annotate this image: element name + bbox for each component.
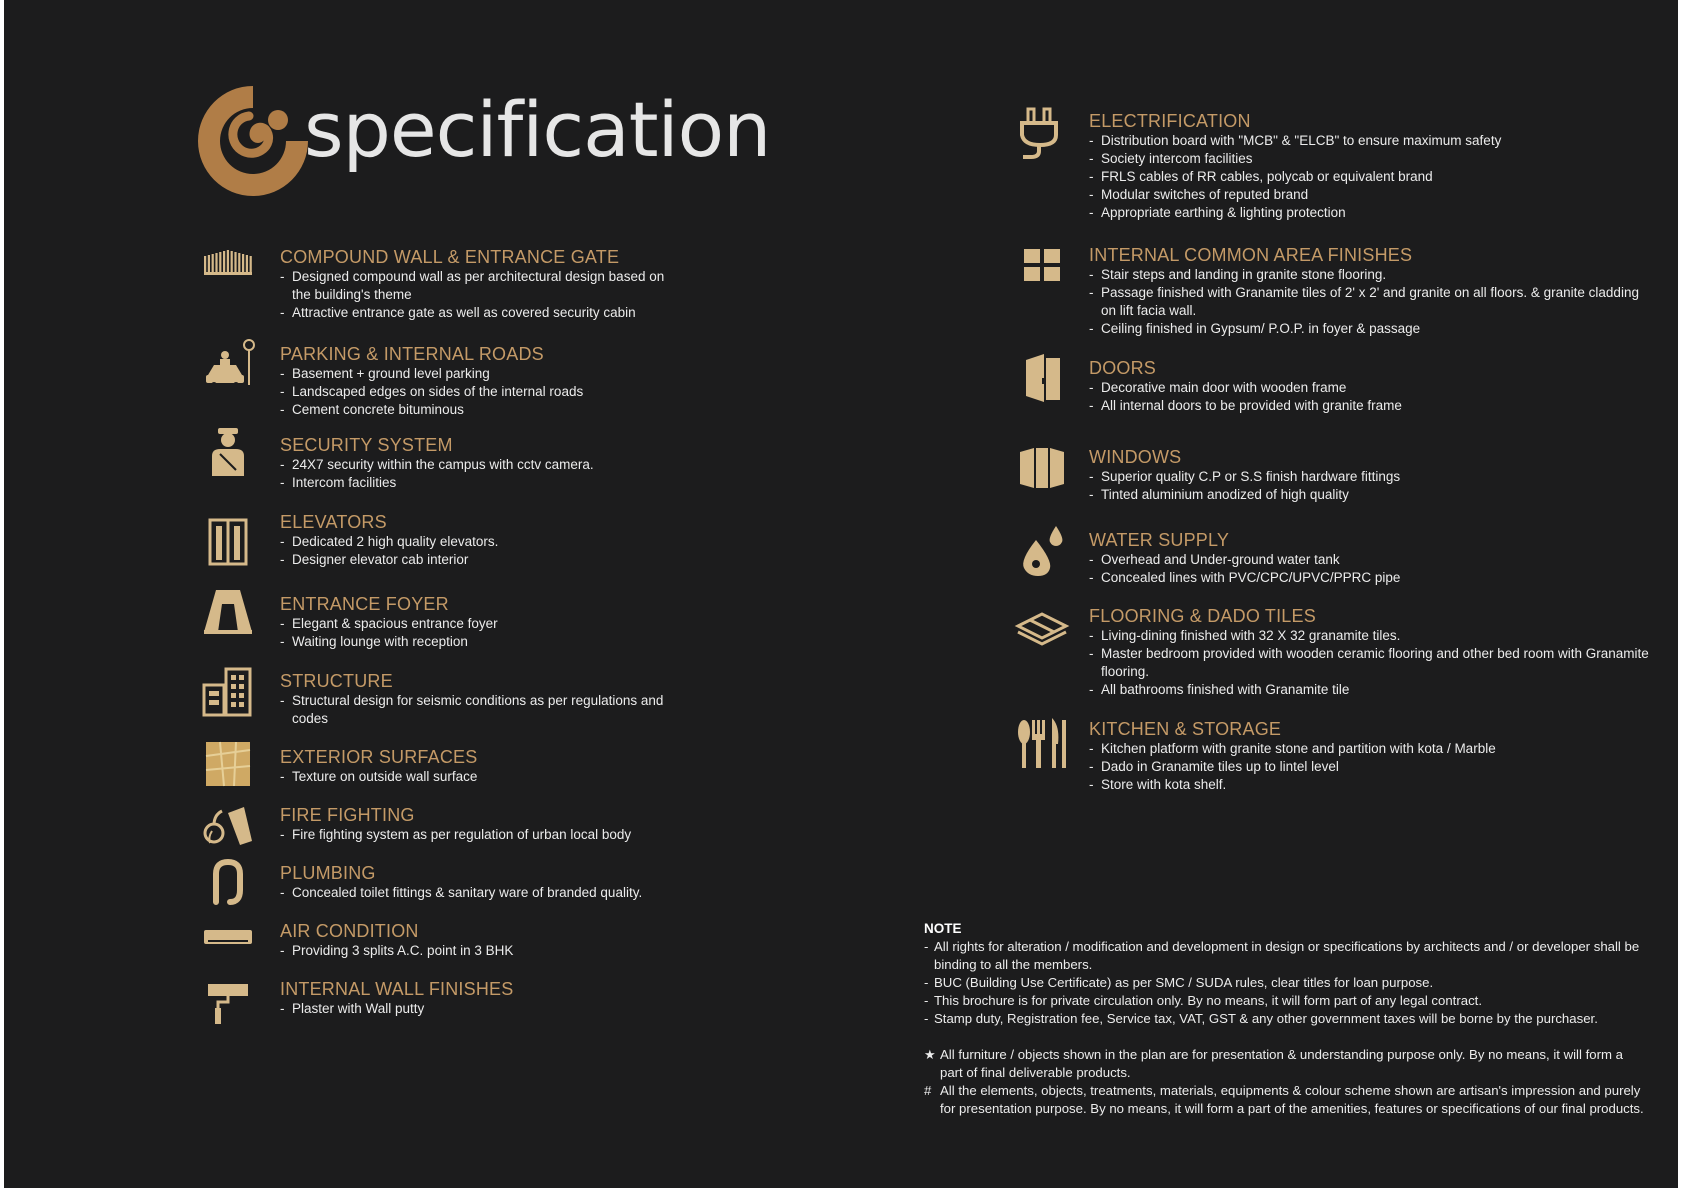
spec-list (1089, 627, 1649, 699)
spec-list (1089, 132, 1649, 222)
spec-heading: FLOORING & DADO TILES (1089, 606, 1316, 626)
spec-list (280, 884, 680, 902)
spec-item: - Concealed toilet fittings & sanitary ware of branded quality. (280, 884, 680, 902)
note-item: - Stamp duty, Registration fee, Service tax, VAT, GST & any other government taxes will be borne by the purchaser. (924, 1010, 1644, 1028)
spec-heading: ELECTRIFICATION (1089, 111, 1251, 131)
spec-item: - Designer elevator cab interior (280, 551, 680, 569)
foyer-icon (200, 584, 256, 640)
fire-extinguisher-icon (200, 797, 256, 853)
spec-section (280, 804, 680, 844)
cutlery-icon (1014, 714, 1070, 770)
spec-section (280, 511, 680, 569)
spec-heading: WINDOWS (1089, 447, 1182, 467)
spec-section (1089, 357, 1649, 415)
spec-section (280, 434, 680, 492)
spec-item: - Fire fighting system as per regulation of urban local body (280, 826, 680, 844)
spec-section (280, 670, 680, 728)
spec-heading: WATER SUPPLY (1089, 530, 1230, 550)
spec-heading: INTERNAL WALL FINISHES (280, 979, 514, 999)
spec-item: - FRLS cables of RR cables, polycab or equivalent brand (1089, 168, 1649, 186)
spec-item: - Decorative main door with wooden frame (1089, 379, 1649, 397)
spec-section (280, 862, 680, 902)
window-icon (1014, 440, 1070, 496)
spec-item: - Superior quality C.P or S.S finish hardware fittings (1089, 468, 1649, 486)
spec-item: - Overhead and Under-ground water tank (1089, 551, 1649, 569)
spec-heading: FIRE FIGHTING (280, 805, 415, 825)
plug-icon (1014, 105, 1070, 161)
spec-list (280, 533, 680, 569)
spec-item: - All bathrooms finished with Granamite tile (1089, 681, 1649, 699)
spec-item: - Attractive entrance gate as well as covered security cabin (280, 304, 680, 322)
spec-list (1089, 551, 1649, 587)
spec-list (1089, 379, 1649, 415)
spec-section (280, 978, 680, 1018)
spec-section (1089, 446, 1649, 504)
tiles-icon (1014, 237, 1070, 293)
spec-item: - Distribution board with "MCB" & "ELCB" to ensure maximum safety (1089, 132, 1649, 150)
spec-item: - Plaster with Wall putty (280, 1000, 680, 1018)
spec-heading: PARKING & INTERNAL ROADS (280, 344, 544, 364)
spec-list (280, 456, 680, 492)
spec-heading: DOORS (1089, 358, 1157, 378)
spec-item: - Structural design for seismic conditions as per regulations and codes (280, 692, 680, 728)
spec-list (1089, 266, 1649, 338)
spec-list (280, 268, 680, 322)
spec-heading: EXTERIOR SURFACES (280, 747, 478, 767)
hash-disclaimer (924, 1082, 1644, 1118)
spec-item: - Modular switches of reputed brand (1089, 186, 1649, 204)
spec-section (1089, 244, 1649, 338)
hash-disclaimer-text: All the elements, objects, treatments, materials, equipments & colour scheme shown are artisan's impression and purely for presentation purpose. By no means, it will form a part of the amenities, features or specifications of our final products. (940, 1083, 1644, 1116)
spec-section (1089, 110, 1649, 222)
spec-heading: PLUMBING (280, 863, 376, 883)
spec-section (1089, 718, 1649, 794)
spec-section (280, 593, 680, 651)
star-icon: ★ (924, 1047, 936, 1062)
page-header (194, 82, 771, 200)
spec-section (1089, 529, 1649, 587)
spec-item: - 24X7 security within the campus with cctv camera. (280, 456, 680, 474)
spec-item: - Cement concrete bituminous (280, 401, 680, 419)
spec-item: - Texture on outside wall surface (280, 768, 680, 786)
spec-list (280, 826, 680, 844)
floor-tiles-icon (1014, 598, 1070, 654)
spec-list (280, 1000, 680, 1018)
door-icon (1014, 350, 1070, 406)
spec-item: - Basement + ground level parking (280, 365, 680, 383)
spec-section (280, 746, 680, 786)
spec-heading: SECURITY SYSTEM (280, 435, 453, 455)
note-item: - All rights for alteration / modification and development in design or specifications by architects and / or developer shall be binding to all the members. (924, 938, 1644, 974)
spec-item: - Master bedroom provided with wooden ceramic flooring and other bed room with Granamite flooring. (1089, 645, 1649, 681)
brochure-page (4, 0, 1678, 1188)
spec-item: - Appropriate earthing & lighting protection (1089, 204, 1649, 222)
spec-item: - Store with kota shelf. (1089, 776, 1649, 794)
spec-item: - Providing 3 splits A.C. point in 3 BHK (280, 942, 680, 960)
spec-item: - Tinted aluminium anodized of high quality (1089, 486, 1649, 504)
spec-item: - Elegant & spacious entrance foyer (280, 615, 680, 633)
spec-section (280, 246, 680, 322)
spec-item: - Dedicated 2 high quality elevators. (280, 533, 680, 551)
spec-section (280, 920, 680, 960)
spec-heading: INTERNAL COMMON AREA FINISHES (1089, 245, 1413, 265)
spec-heading: STRUCTURE (280, 671, 393, 691)
spec-item: - All internal doors to be provided with granite frame (1089, 397, 1649, 415)
spec-item: - Waiting lounge with reception (280, 633, 680, 651)
spec-list (280, 692, 680, 728)
page-title: specification (304, 85, 771, 174)
spec-item: - Designed compound wall as per architectural design based on the building's theme (280, 268, 680, 304)
spec-list (280, 365, 680, 419)
spec-heading: ENTRANCE FOYER (280, 594, 449, 614)
spec-item: - Intercom facilities (280, 474, 680, 492)
note-block (924, 920, 1644, 1118)
spec-section (280, 343, 680, 419)
spec-list (1089, 468, 1649, 504)
security-guard-icon (200, 424, 256, 480)
hash-icon: # (924, 1083, 932, 1098)
pipe-icon (200, 854, 256, 910)
spec-item: - Ceiling finished in Gypsum/ P.O.P. in foyer & passage (1089, 320, 1649, 338)
spec-item: - Living-dining finished with 32 X 32 granamite tiles. (1089, 627, 1649, 645)
spec-heading: COMPOUND WALL & ENTRANCE GATE (280, 247, 620, 267)
spec-heading: ELEVATORS (280, 512, 387, 532)
spec-heading: AIR CONDITION (280, 921, 419, 941)
note-item: - This brochure is for private circulation only. By no means, it will form part of any legal contract. (924, 992, 1644, 1010)
spec-item: - Concealed lines with PVC/CPC/UPVC/PPRC pipe (1089, 569, 1649, 587)
spec-list (280, 768, 680, 786)
building-icon (200, 663, 256, 719)
spec-item: - Kitchen platform with granite stone and partition with kota / Marble (1089, 740, 1649, 758)
brand-logo (194, 82, 312, 200)
spec-section (1089, 605, 1649, 699)
air-conditioner-icon (200, 912, 256, 968)
spec-item: - Society intercom facilities (1089, 150, 1649, 168)
spec-item: - Dado in Granamite tiles up to lintel level (1089, 758, 1649, 776)
spec-heading: KITCHEN & STORAGE (1089, 719, 1282, 739)
gate-icon (200, 236, 256, 292)
spec-list (280, 942, 680, 960)
elevator-icon (200, 512, 256, 568)
star-disclaimer-text: All furniture / objects shown in the plan are for presentation & understanding purpose only. By no means, it will form a part of final deliverable products. (940, 1047, 1623, 1080)
spec-list (1089, 740, 1649, 794)
note-item: - BUC (Building Use Certificate) as per SMC / SUDA rules, clear titles for loan purpose. (924, 974, 1644, 992)
note-heading: NOTE (924, 921, 962, 936)
spec-item: - Landscaped edges on sides of the internal roads (280, 383, 680, 401)
spec-item: - Stair steps and landing in granite stone flooring. (1089, 266, 1649, 284)
spec-list (280, 615, 680, 651)
parking-icon (200, 335, 256, 391)
wall-texture-icon (200, 736, 256, 792)
water-drop-icon (1014, 522, 1070, 578)
star-disclaimer (924, 1046, 1644, 1082)
spec-item: - Passage finished with Granamite tiles of 2' x 2' and granite on all floors. & granite cladding on lift facia wall. (1089, 284, 1649, 320)
paint-roller-icon (200, 970, 256, 1026)
